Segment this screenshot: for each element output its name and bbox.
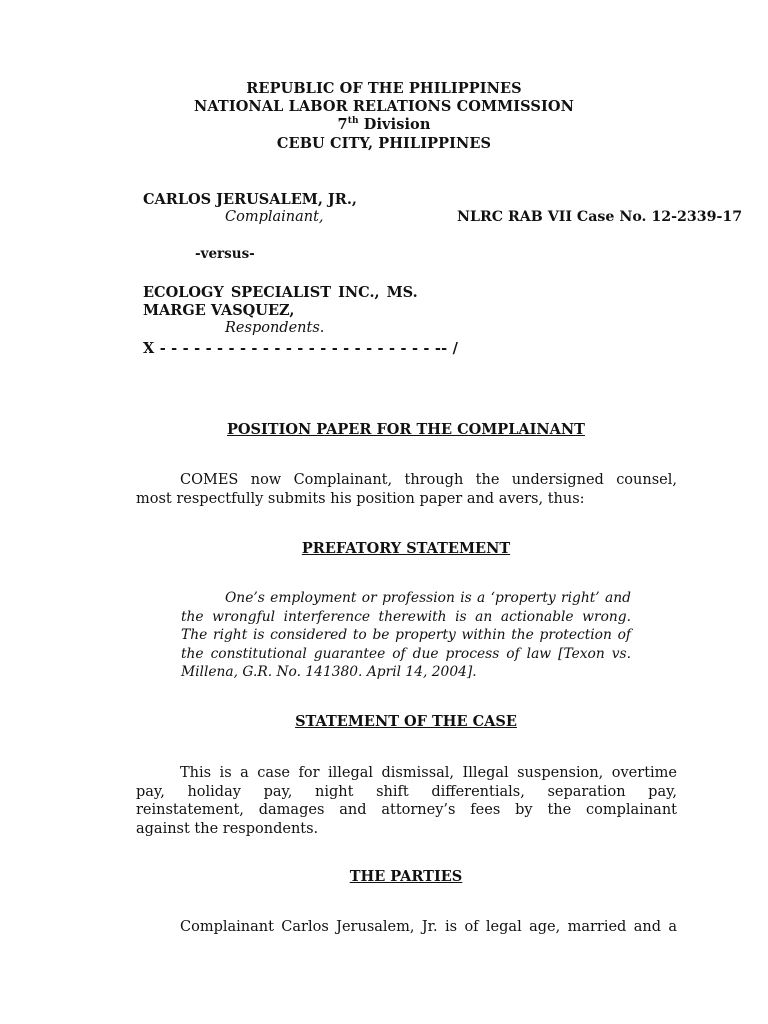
prefatory-quote [181,589,631,682]
case-number: NLRC RAB VII Case No. 12-2339-17 [457,209,743,225]
intro-paragraph [136,471,677,508]
versus-label: -versus- [195,246,255,262]
intro-line-2: most respectfully submits his position paper and avers, thus: [136,490,585,507]
statement-of-case-paragraph [136,764,677,838]
header-republic: REPUBLIC OF THE PHILIPPINES [246,80,522,97]
quote-line: The right is considered to be property within the protection of [181,627,631,643]
parties-line-1: Complainant Carlos Jerusalem, Jr. is of legal age, married and a [180,919,677,935]
quote-line: One’s employment or profession is a ‘property right’ and [225,590,631,606]
quote-line: Millena, G.R. No. 141380. April 14, 2004]. [181,664,477,680]
header-commission: NATIONAL LABOR RELATIONS COMMISSION [194,98,574,115]
intro-line-1: COMES now Complainant, through the undersigned counsel, [180,472,677,488]
division-word: Division [358,116,431,133]
quote-line: the wrongful interference therewith is an actionable wrong. [181,608,631,625]
complainant-name: CARLOS JERUSALEM, JR., [143,191,357,208]
prefatory-heading: PREFATORY STATEMENT [301,540,511,557]
case-line: against the respondents. [136,820,319,837]
respondents-role: Respondents. [225,320,325,336]
case-line: reinstatement, damages and attorney’s fees by the complainant [136,802,677,818]
header-city: CEBU CITY, PHILIPPINES [276,135,492,152]
respondent-line-1: ECOLOGY SPECIALIST INC., MS. [143,284,418,301]
case-line: pay, holiday pay, night shift differentials, separation pay, [136,783,677,800]
complainant-role: Complainant, [225,209,324,225]
caption-closing-line: X - - - - - - - - - - - - - - - - - - - - - - - - -- / [143,340,459,357]
case-line: This is a case for illegal dismissal, Illegal suspension, overtime [180,765,677,781]
statement-of-case-heading: STATEMENT OF THE CASE [295,713,517,730]
parties-heading: THE PARTIES [349,868,463,885]
division-suffix: th [347,116,359,127]
document-title: POSITION PAPER FOR THE COMPLAINANT [227,421,585,438]
quote-line: the constitutional guarantee of due process of law [Texon vs. [181,645,631,662]
respondent-line-2: MARGE VASQUEZ, [143,302,295,319]
header-division [0,115,768,134]
division-number: 7 [337,116,348,133]
parties-paragraph [136,918,677,937]
